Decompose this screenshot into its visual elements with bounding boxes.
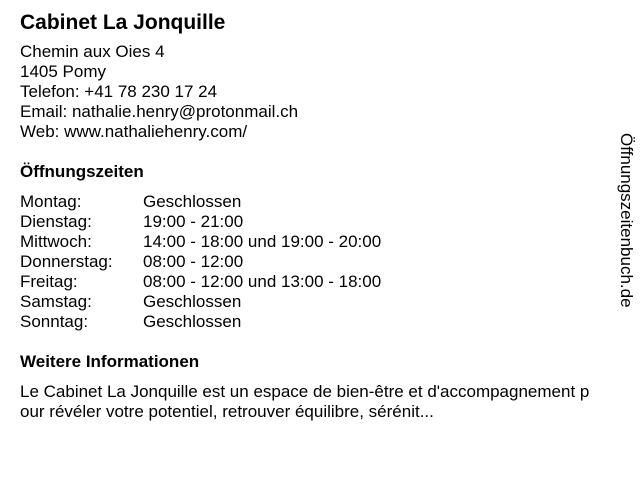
business-name: Cabinet La Jonquille — [20, 11, 226, 34]
day-label: Mittwoch: — [20, 232, 92, 251]
hours-row-monday — [20, 192, 381, 212]
opening-hours-heading: Öffnungszeiten — [20, 162, 144, 181]
email-line: Email: nathalie.henry@protonmail.ch — [20, 102, 299, 121]
street-address: Chemin aux Oies 4 — [20, 42, 165, 61]
day-label: Montag: — [20, 192, 82, 211]
opening-hours-table — [20, 192, 381, 332]
hours-value: 08:00 - 12:00 und 13:00 - 18:00 — [143, 272, 382, 291]
hours-value: 19:00 - 21:00 — [143, 212, 244, 231]
hours-value: 08:00 - 12:00 — [143, 252, 244, 271]
hours-row-sunday — [20, 312, 381, 332]
hours-value: 14:00 - 18:00 und 19:00 - 20:00 — [143, 232, 382, 251]
phone-line: Telefon: +41 78 230 17 24 — [20, 82, 218, 101]
more-info-text: Le Cabinet La Jonquille est un espace de bien-être et d'accompagnement pour révéler votre potentiel, retrouver équilibre, sérénit... — [20, 382, 590, 421]
day-label: Dienstag: — [20, 212, 92, 231]
hours-row-tuesday — [20, 212, 381, 232]
site-brand-vertical: Öffnungszeitenbuch.de — [617, 133, 636, 308]
postal-city: 1405 Pomy — [20, 62, 106, 81]
hours-value: Geschlossen — [143, 292, 242, 311]
hours-row-saturday — [20, 292, 381, 312]
hours-value: Geschlossen — [143, 192, 242, 211]
day-label: Samstag: — [20, 292, 92, 311]
business-card — [20, 10, 600, 422]
hours-row-friday — [20, 272, 381, 292]
hours-row-thursday — [20, 252, 381, 272]
hours-value: Geschlossen — [143, 312, 242, 331]
day-label: Sonntag: — [20, 312, 89, 331]
contact-block — [20, 42, 600, 142]
day-label: Freitag: — [20, 272, 78, 291]
hours-row-wednesday — [20, 232, 381, 252]
day-label: Donnerstag: — [20, 252, 113, 271]
web-line: Web: www.nathaliehenry.com/ — [20, 122, 248, 141]
more-info-heading: Weitere Informationen — [20, 352, 200, 371]
